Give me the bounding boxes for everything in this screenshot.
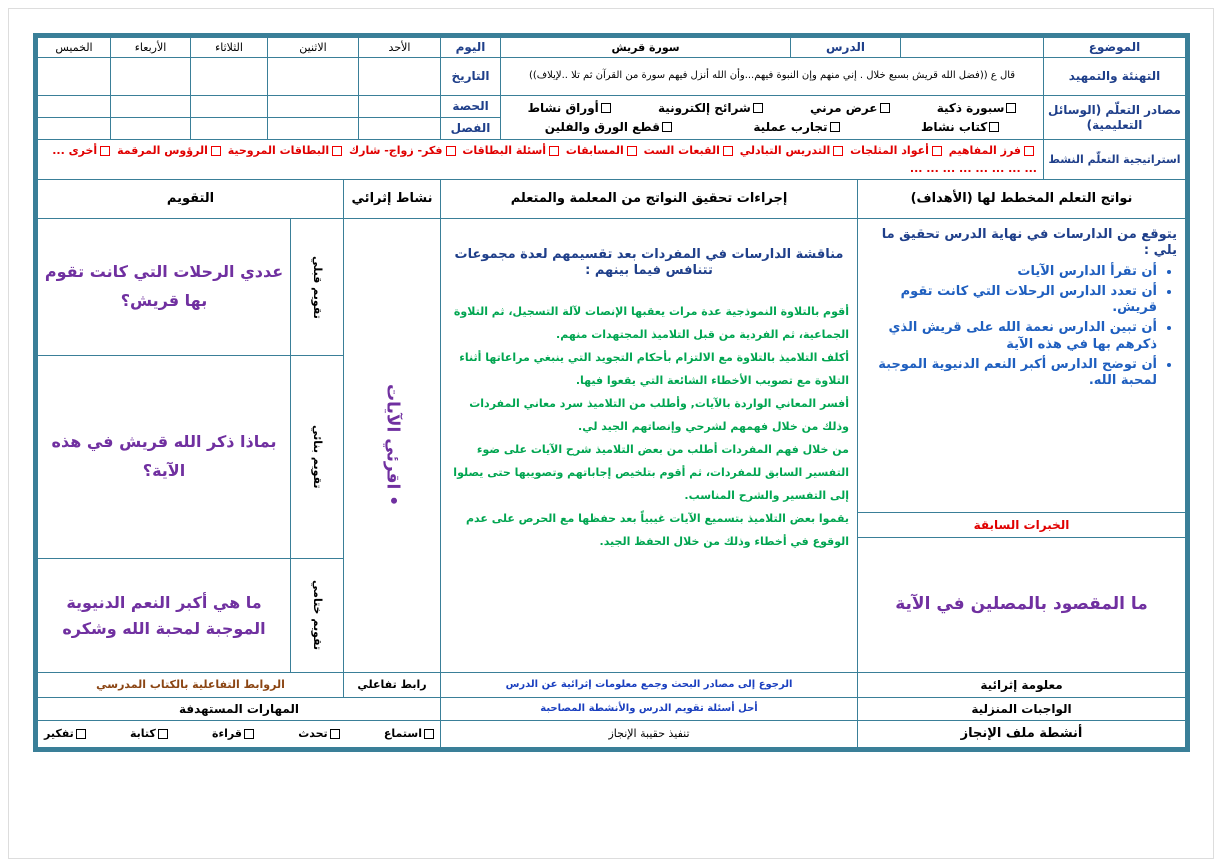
resources-label: مصادر التعلّم (الوسائل التعليمية) <box>1043 95 1186 140</box>
lesson-value: سورة قريش <box>500 37 791 58</box>
evaluation-text-pre: عددي الرحلات التي كانت تقوم بها قريش؟ <box>37 218 291 356</box>
procedure-item: يقموا بعض التلاميذ بتسميع الآيات غيبياً بعد حفظها مع الحرص على عدم الوقوع في أخطاء وذلك من خلال الحفظ الجيد. <box>465 511 849 548</box>
procedure-item: أفسر المعاني الواردة بالآيات, وأطلب من التلاميذ سرد معاني المفردات وذلك من خلال فهمهم لشرحي وإنصاتهم الجيد لي. <box>469 396 849 433</box>
strategy-item[interactable]: أسئلة البطاقات <box>462 144 562 157</box>
strategy-list <box>37 139 1044 180</box>
checkbox-icon <box>753 103 763 113</box>
interactive-links[interactable]: الروابط التفاعلية بالكتاب المدرسي <box>37 672 344 698</box>
strategy-label: استراتيجية التعلّم النشط <box>1043 139 1186 180</box>
skills-label: المهارات المستهدفة <box>37 697 441 721</box>
lesson-label: الدرس <box>790 37 901 58</box>
period-cell[interactable] <box>358 95 441 118</box>
outcomes-intro: يتوقع من الدارسات في نهاية الدرس تحقيق ما يلي : <box>881 227 1177 259</box>
outcomes-list <box>866 264 1177 390</box>
checkbox-icon <box>158 729 168 739</box>
skill-item[interactable]: قراءة <box>212 727 254 741</box>
checkbox-icon <box>330 729 340 739</box>
checkbox-icon <box>211 146 221 156</box>
resource-item[interactable]: سبورة ذكية <box>937 101 1017 116</box>
class-cell[interactable] <box>267 117 359 140</box>
evaluation-label-final: تقويم ختامي <box>290 558 344 673</box>
outcome-item: • أن تقرأ الدارس الآيات <box>866 264 1157 280</box>
outcome-item: • أن تعدد الدارس الرحلات التي كانت تقوم قريش. <box>866 284 1157 317</box>
link-label: رابط تفاعلي <box>343 672 441 698</box>
procedure-item: أقوم بالتلاوة النموذجية عدة مرات يعقبها الإنصات لآلة التسجيل، ثم التلاوة الجماعية، ثم الفردية من قبل التلاميذ المجتهدات منهم. <box>453 304 849 341</box>
class-cell[interactable] <box>110 117 191 140</box>
prior-knowledge-label: الخبرات السابقة <box>857 512 1186 538</box>
procedures-cell <box>440 218 858 673</box>
portfolio-label: أنشطة ملف الإنجاز <box>857 720 1186 748</box>
evaluation-text-final: ما هي أكبر النعم الدنيوية الموجبة لمحبة الله وشكره <box>37 558 291 673</box>
resource-item[interactable]: عرض مرني <box>810 101 890 116</box>
topic-label: الموضوع <box>1043 37 1186 58</box>
date-label: التاريخ <box>440 57 501 96</box>
evaluation-label-formative: تقويم بنائي <box>290 355 344 559</box>
procedure-item: من خلال فهم المفردات أطلب من بعض التلاميذ شرح الآيات على ضوء التفسير السابق للمفردات، ثم أقوم بتلخيص إجاباتهم وتصويبها حتى يصلوا إلى التفسير والشرح المناسب. <box>453 442 849 502</box>
date-cell[interactable] <box>267 57 359 96</box>
evaluation-label-pre: تقويم قبلي <box>290 218 344 356</box>
outcomes-header: نواتج التعلم المخطط لها (الأهداف) <box>857 179 1186 219</box>
checkbox-icon <box>332 146 342 156</box>
evaluation-header: التقويم <box>37 179 344 219</box>
class-label: الفصل <box>440 117 501 140</box>
prior-knowledge-text: ما المقصود بالمصلين في الآية <box>857 537 1186 673</box>
outcomes-cell <box>857 218 1186 513</box>
intro-text: قال ع ((فضل الله قريش بسبع خلال . إني منهم وإن النبوة فيهم...وأن الله أنزل فيهم سورة من القرآن ثم تلا ..لإيلاف)) <box>500 57 1044 96</box>
strategy-item[interactable]: المسابقات <box>566 144 640 157</box>
checkbox-icon <box>833 146 843 156</box>
enrichment-info-text: الرجوع إلى مصادر البحث وجمع معلومات إثرائية عن الدرس <box>440 672 858 698</box>
date-cell[interactable] <box>190 57 268 96</box>
date-cell[interactable] <box>358 57 441 96</box>
class-cell[interactable] <box>190 117 268 140</box>
skill-item[interactable]: تفكير <box>44 727 86 741</box>
procedure-item: أكلف التلاميذ بالتلاوة مع الالتزام بأحكام التجويد التي ينبغي مراعاتها أثناء التلاوة مع تصويب الأخطاء الشائعة التي يقعوا فيها. <box>459 350 849 387</box>
date-cell[interactable] <box>37 57 111 96</box>
portfolio-text: تنفيذ حقيبة الإنجاز <box>440 720 858 748</box>
day-sunday: الأحد <box>358 37 441 58</box>
checkbox-icon <box>662 122 672 132</box>
homework-label: الواجبات المنزلية <box>857 697 1186 721</box>
checkbox-icon <box>723 146 733 156</box>
day-wednesday: الأربعاء <box>110 37 191 58</box>
strategy-item[interactable]: الرؤوس المرقمة <box>117 144 224 157</box>
class-cell[interactable] <box>358 117 441 140</box>
topic-value[interactable] <box>900 37 1044 58</box>
strategy-item[interactable]: أعواد المثلجات <box>850 144 945 157</box>
checkbox-icon <box>989 122 999 132</box>
checkbox-icon <box>244 729 254 739</box>
outcome-item: • أن توضح الدارس أكبر النعم الدنيوية الموجبة لمحبة الله. <box>866 357 1157 390</box>
enrichment-header: نشاط إثرائي <box>343 179 441 219</box>
resource-item[interactable]: شرائح إلكترونية <box>658 101 763 116</box>
period-cell[interactable] <box>190 95 268 118</box>
strategy-item[interactable]: فرز المفاهيم <box>949 144 1037 157</box>
checkbox-icon <box>424 729 434 739</box>
checkbox-icon <box>1006 103 1016 113</box>
checkbox-icon <box>880 103 890 113</box>
enrichment-cell <box>343 218 441 673</box>
strategy-item[interactable]: التدريس التبادلي <box>740 144 847 157</box>
checkbox-icon <box>1024 146 1034 156</box>
checkbox-icon <box>100 146 110 156</box>
resource-item[interactable]: أوراق نشاط <box>528 101 611 116</box>
checkbox-icon <box>932 146 942 156</box>
procedures-intro: مناقشة الدارسات في المفردات بعد تقسيمهم لعدة مجموعات تتنافس فيما بينهم : <box>454 247 844 279</box>
period-label: الحصة <box>440 95 501 118</box>
checkbox-icon <box>446 146 456 156</box>
strategy-item[interactable]: فكر- زواج- شارك <box>349 144 458 157</box>
strategy-item[interactable]: البطاقات المروحية <box>228 144 346 157</box>
checkbox-icon <box>549 146 559 156</box>
strategy-item[interactable]: القبعات الست <box>644 144 736 157</box>
checkbox-icon <box>601 103 611 113</box>
day-label: اليوم <box>440 37 501 58</box>
class-cell[interactable] <box>37 117 111 140</box>
resource-item[interactable]: كتاب نشاط <box>921 120 999 135</box>
resource-item[interactable]: تجارب عملية <box>753 120 839 135</box>
checkbox-icon <box>830 122 840 132</box>
period-cell[interactable] <box>267 95 359 118</box>
outcome-item: • أن تبين الدارس نعمة الله على قريش الذي ذكرهم بها في هذه الآية <box>866 320 1157 353</box>
period-cell[interactable] <box>110 95 191 118</box>
day-tuesday: الثلاثاء <box>190 37 268 58</box>
period-cell[interactable] <box>37 95 111 118</box>
skills-list <box>37 720 441 748</box>
enrichment-info-label: معلومة إثرائية <box>857 672 1186 698</box>
checkbox-icon <box>627 146 637 156</box>
enrichment-text: • اقرئي الآيات <box>382 384 403 507</box>
resources-list <box>500 95 1044 140</box>
procedures-header: إجراءات تحقيق النواتج من المعلمة والمتعلم <box>440 179 858 219</box>
skill-item[interactable]: كتابة <box>130 727 168 741</box>
homework-text: أحل أسئلة تقويم الدرس والأنشطة المصاحبة <box>440 697 858 721</box>
skill-item[interactable]: تحدث <box>298 727 339 741</box>
day-monday: الاثنين <box>267 37 359 58</box>
checkbox-icon <box>76 729 86 739</box>
day-thursday: الخميس <box>37 37 111 58</box>
skill-item[interactable]: استماع <box>384 727 434 741</box>
intro-label: التهنئة والتمهيد <box>1043 57 1186 96</box>
date-cell[interactable] <box>110 57 191 96</box>
evaluation-text-formative: بماذا ذكر الله قريش في هذه الآية؟ <box>37 355 291 559</box>
resource-item[interactable]: قطع الورق والفلين <box>545 120 672 135</box>
strategy-item[interactable]: أخرى ... ... ... ... ... ... ... ... ... <box>52 144 1037 175</box>
